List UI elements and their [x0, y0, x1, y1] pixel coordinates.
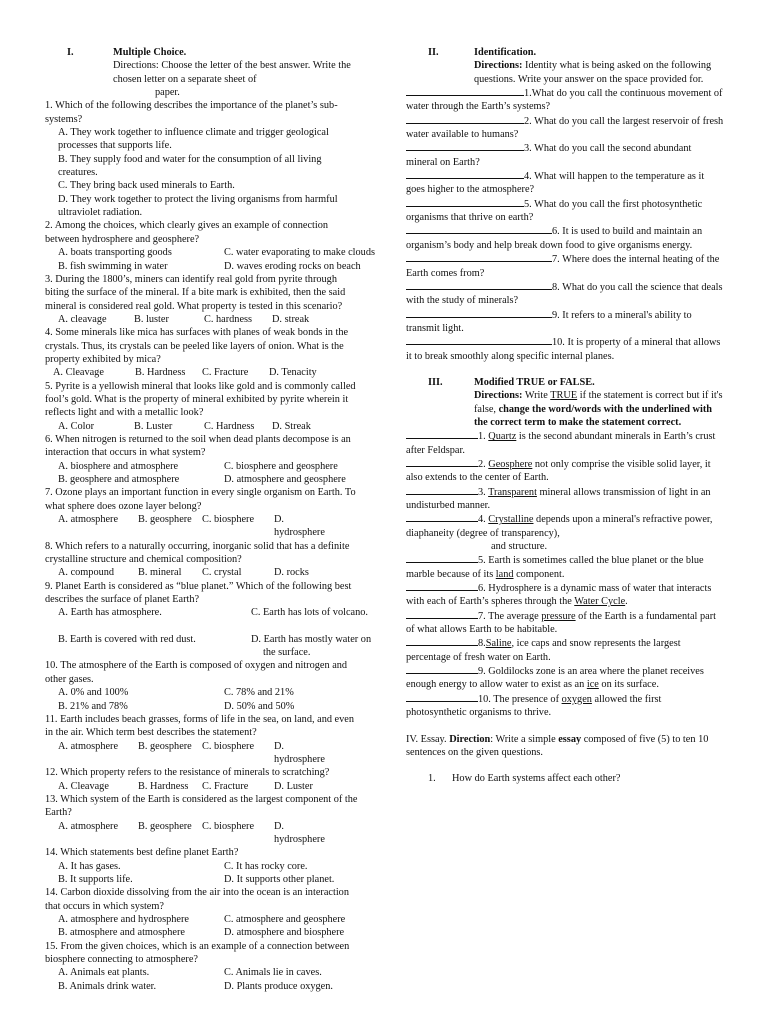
question-item	[45, 326, 363, 379]
answer-choice: B. Hardness	[135, 367, 186, 379]
identification-text: 6. It is used to build and maintain an organism’s body and help break down food to give organisms energy.	[406, 226, 703, 251]
answer-choices	[45, 860, 363, 887]
answer-choices	[45, 606, 372, 659]
answer-choice: B. geosphere	[138, 820, 192, 832]
question-item	[45, 846, 363, 886]
answer-choices	[45, 820, 363, 847]
answer-choice: D. Earth has mostly water on	[251, 633, 372, 645]
item-text: allowed the first photosynthetic organisms to thrive.	[406, 693, 662, 719]
true-false-item	[406, 485, 724, 513]
underlined-term: ice	[586, 679, 599, 691]
answer-choice: D. They work together to protect the living organisms from harmful ultraviolet radiation.	[58, 193, 338, 219]
answer-choice: D. hydrosphere	[274, 514, 325, 539]
identification-item	[406, 280, 724, 308]
answer-choice: C. Hardness	[204, 420, 255, 432]
answer-blank[interactable]	[406, 280, 552, 290]
question-item	[45, 219, 375, 272]
identification-text: 5. What do you call the first photosynthetic organisms that thrive on earth?	[406, 198, 703, 224]
identification-item	[406, 169, 724, 197]
answer-blank[interactable]	[406, 197, 524, 207]
answer-choice: A. biosphere and atmosphere	[58, 460, 179, 472]
true-false-item	[406, 664, 724, 692]
left-column	[45, 46, 375, 993]
item-text: 7. The average	[478, 610, 542, 622]
answer-choice: C. Earth has lots of volcano.	[251, 607, 368, 619]
question-text: 14. Which statements best define planet Earth?	[45, 847, 239, 859]
identification-text: 4. What will happen to the temperature as it goes higher to the atmosphere?	[406, 171, 705, 196]
item-text: mineral allows transmission of light in an undisturbed manner.	[406, 486, 711, 511]
answer-choice: A. It has gases.	[58, 860, 121, 872]
item-text: on its surface.	[598, 679, 659, 691]
answer-choice: A. atmosphere and hydrosphere	[58, 914, 189, 925]
underlined-term: oxygen	[561, 693, 592, 705]
part3-heading: III. Modified TRUE or FALSE.	[428, 376, 595, 388]
essay-question: 1. How do Earth systems affect each other?	[428, 773, 621, 785]
item-text: 5. Earth is sometimes called the blue planet or the blue marble because of its	[406, 555, 704, 580]
identification-item	[406, 335, 724, 363]
true-false-item	[406, 609, 724, 637]
answer-choice: D. 50% and 50%	[224, 700, 295, 712]
multiple-choice-list	[45, 99, 375, 993]
answer-choice: D. It supports other planet.	[224, 873, 335, 885]
answer-choice: B. Animals drink water.	[58, 980, 157, 992]
item-text: .	[625, 596, 628, 608]
answer-blank[interactable]	[406, 429, 478, 439]
answer-choice: B. fish swimming in water	[58, 260, 168, 272]
identification-text: 3. What do you call the second abundant mineral on Earth?	[406, 143, 692, 168]
answer-choice: D. hydrosphere	[274, 820, 325, 845]
answer-blank[interactable]	[406, 224, 552, 234]
answer-blank[interactable]	[406, 485, 478, 495]
answer-choice: A. Color	[58, 420, 95, 432]
underlined-term: Water Cycle	[574, 596, 626, 608]
identification-item	[406, 114, 724, 142]
answer-choice: D. atmosphere and geosphere	[224, 474, 346, 485]
answer-blank[interactable]	[406, 169, 524, 179]
true-false-item	[406, 636, 724, 664]
answer-choice: C. Fracture	[202, 367, 249, 379]
answer-choice: B. They supply food and water for the consumption of all living creatures.	[58, 153, 322, 179]
item-text: component.	[513, 568, 565, 580]
question-item	[45, 99, 363, 219]
answer-choice: B. atmosphere and atmosphere	[58, 927, 185, 939]
question-item	[45, 433, 363, 486]
question-item	[45, 540, 363, 580]
answer-choice: B. Luster	[134, 420, 173, 432]
answer-choice-spacer	[58, 646, 251, 659]
true-false-cont: and structure.	[491, 541, 548, 553]
answer-choice: B. mineral	[138, 567, 182, 579]
true-false-item	[406, 512, 724, 540]
question-text: 13. Which system of the Earth is considered as the largest component of the Earth?	[45, 793, 358, 819]
item-text: 3.	[478, 486, 489, 498]
item-text: 10. The presence of	[478, 693, 562, 705]
answer-choice: A. atmosphere	[58, 514, 119, 526]
answer-choice: D. Streak	[272, 420, 311, 432]
question-text: 6. When nitrogen is returned to the soil when dead plants decompose is an interaction that occurs in what system?	[45, 433, 351, 459]
answer-blank[interactable]	[406, 636, 478, 646]
item-text: not only comprise the visible solid layer, it also extends to the center of Earth.	[406, 458, 711, 484]
answer-choices	[45, 740, 363, 767]
answer-blank[interactable]	[406, 308, 552, 318]
answer-choice: B. geosphere and atmosphere	[58, 474, 180, 485]
question-text: 2. Among the choices, which clearly gives an example of connection between hydrosphere and geosphere?	[45, 220, 329, 245]
identification-item	[406, 252, 724, 280]
underlined-term: Crystalline	[488, 514, 534, 526]
question-text: 12. Which property refers to the resistance of minerals to scratching?	[45, 767, 330, 779]
item-text: , ice caps and snow represents the largest percentage of fresh water on Earth.	[406, 638, 681, 663]
answer-choice: D. atmosphere and biosphere	[224, 927, 345, 939]
answer-choice: D. Plants produce oxygen.	[224, 980, 333, 992]
identification-item	[406, 308, 724, 336]
answer-choices	[45, 313, 363, 326]
question-text: 11. Earth includes beach grasses, forms of life in the sea, on land, and even in the air. Which term best describes the statement?	[45, 713, 354, 739]
item-text: 8.	[478, 638, 486, 650]
question-item	[45, 659, 363, 712]
answer-choice: C. Fracture	[202, 780, 249, 792]
underlined-term: pressure	[541, 610, 576, 622]
answer-choice: A. cleavage	[58, 313, 107, 325]
question-item	[45, 580, 372, 660]
answer-choice: B. It supports life.	[58, 873, 133, 885]
answer-blank[interactable]	[406, 553, 478, 563]
identification-item	[406, 141, 724, 169]
answer-choices	[45, 513, 363, 540]
question-item	[45, 486, 363, 539]
answer-choice: A. 0% and 100%	[58, 687, 129, 699]
answer-choice: A. Cleavage	[53, 367, 104, 379]
question-text: 9. Planet Earth is considered as “blue planet.” Which of the following best describes the surface of planet Earth?	[45, 580, 352, 606]
answer-choice: C. crystal	[202, 567, 242, 579]
question-text: 8. Which refers to a naturally occurring, inorganic solid that has a definite crystalline structure and chemical composition?	[45, 540, 350, 566]
item-text: 2.	[478, 458, 489, 470]
underlined-term: Transparent	[488, 486, 537, 498]
answer-choice: D. hydrosphere	[274, 740, 325, 765]
answer-choice: C. Animals lie in caves.	[224, 967, 322, 979]
answer-choice: C. biosphere	[202, 740, 255, 752]
true-false-list	[406, 429, 724, 719]
answer-choice-spacer	[58, 620, 251, 633]
answer-choice: D. Tenacity	[269, 367, 317, 379]
answer-choice: C. atmosphere and geosphere	[224, 914, 346, 925]
answer-blank[interactable]	[406, 692, 478, 702]
question-text: 15. From the given choices, which is an example of a connection between biosphere connecting to atmosphere?	[45, 940, 350, 966]
answer-blank[interactable]	[406, 252, 552, 262]
answer-choice: C. 78% and 21%	[224, 687, 294, 699]
answer-choice: C. hardness	[204, 313, 253, 325]
answer-choice: D. rocks	[274, 567, 309, 579]
part1-heading: I. Multiple Choice.	[67, 47, 187, 58]
answer-blank[interactable]	[406, 581, 478, 591]
answer-choice: D. Luster	[274, 780, 313, 792]
answer-choice: C. water evaporating to make clouds	[224, 247, 375, 259]
question-text: 3. During the 1800’s, miners can identify real gold from pyrite through biting the surface of the mineral. If a bite mark is exhibited, then the said mineral is considered real gold. What property is tested in this scenario?	[45, 273, 346, 312]
answer-blank[interactable]	[406, 86, 524, 96]
answer-choice: A. compound	[58, 567, 115, 579]
true-false-item	[406, 581, 724, 609]
question-text: 14. Carbon dioxide dissolving from the air into the ocean is an interaction that occurs in which system?	[45, 887, 349, 912]
question-text: 7. Ozone plays an important function in every single organism on Earth. To what sphere does ozone layer belong?	[45, 487, 356, 512]
identification-text: 7. Where does the internal heating of the Earth comes from?	[406, 254, 720, 279]
item-text: 6. Hydrosphere is a dynamic mass of water that interacts with each of Earth’s spheres through the	[406, 583, 712, 608]
true-false-item	[406, 692, 724, 720]
part2-heading: II. Identification.	[428, 47, 537, 58]
part1-directions-end: paper.	[155, 87, 180, 99]
answer-choices	[45, 780, 363, 793]
part2-directions: Directions: Identity what is being asked on the following questions. Write your answer on the space provided for.	[474, 60, 712, 85]
item-text: 4.	[478, 514, 489, 526]
answer-choices	[45, 966, 363, 993]
question-item	[45, 766, 363, 793]
identification-text: 9. It refers to a mineral's ability to transmit light.	[406, 309, 692, 334]
answer-choices	[45, 366, 363, 379]
identification-item	[406, 197, 724, 225]
question-text: 10. The atmosphere of the Earth is composed of oxygen and nitrogen and other gases.	[45, 660, 348, 685]
answer-blank[interactable]	[406, 512, 478, 522]
answer-choices	[45, 566, 363, 579]
answer-choice: A. Animals eat plants.	[58, 967, 150, 979]
answer-choice: A. atmosphere	[58, 820, 119, 832]
answer-choice: B. Earth is covered with red dust.	[58, 633, 196, 645]
item-text: of the Earth is a fundamental part of what allows Earth to be habitable.	[406, 610, 716, 636]
identification-item	[406, 86, 724, 114]
true-false-item	[406, 429, 724, 457]
answer-choice: D. waves eroding rocks on beach	[224, 260, 361, 272]
question-item	[45, 273, 363, 326]
answer-choice: C. biosphere	[202, 514, 255, 526]
answer-choice: B. geosphere	[138, 514, 192, 526]
question-text: 1. Which of the following describes the importance of the planet’s sub-systems?	[45, 100, 338, 125]
underlined-term: land	[495, 568, 514, 580]
answer-choice: A. Cleavage	[58, 780, 109, 792]
answer-choice: B. luster	[134, 313, 169, 325]
answer-choices	[45, 460, 363, 487]
right-column	[406, 46, 724, 786]
underlined-term: Saline	[485, 638, 512, 650]
answer-choice: A. They work together to influence climate and trigger geological processes that supports life.	[58, 127, 329, 152]
answer-choices	[45, 246, 375, 273]
answer-choice: B. geosphere	[138, 740, 192, 752]
answer-choices	[45, 686, 363, 713]
question-text: 5. Pyrite is a yellowish mineral that looks like gold and is commonly called fool’s gold. What is the property of mineral exhibited by pyrite wherein it reflects light and with a metallic look?	[45, 380, 356, 419]
answer-choice: A. atmosphere	[58, 740, 119, 752]
identification-item	[406, 224, 724, 252]
answer-choice: C. biosphere	[202, 820, 255, 832]
identification-list	[406, 86, 724, 363]
item-text: 1.	[478, 431, 489, 443]
answer-choices	[45, 913, 363, 940]
answer-choice: D. streak	[272, 313, 310, 325]
answer-choice: B. Hardness	[138, 780, 189, 792]
answer-blank[interactable]	[406, 335, 552, 345]
question-item	[45, 713, 363, 766]
item-text: is the second abundant minerals in Earth’s crust after Feldspar.	[406, 431, 716, 456]
part3-directions: Directions: Write TRUE if the statement is correct but if it's false, change the word/words with the underlined with the correct term to make the statement correct.	[474, 390, 723, 428]
identification-text: 8. What do you call the science that deals with the study of minerals?	[406, 281, 723, 307]
true-false-item	[406, 553, 724, 581]
true-false-item	[406, 457, 724, 485]
answer-blank[interactable]	[406, 457, 478, 467]
item-text: depends upon a mineral's refractive power, diaphaneity (degree of transparency),	[406, 514, 713, 539]
question-item	[45, 940, 363, 993]
question-text: 4. Some minerals like mica has surfaces with planes of weak bonds in the crystals. Thus, its crystals can be peeled like layers of onion. What is the property exhibited by mica?	[45, 327, 349, 365]
answer-choice: B. 21% and 78%	[58, 700, 128, 712]
answer-choice-spacer	[251, 620, 376, 633]
underlined-term: Quartz	[488, 431, 517, 443]
answer-choice-cont: the surface.	[263, 647, 311, 659]
answer-blank[interactable]	[406, 141, 524, 151]
question-item	[45, 886, 363, 939]
answer-choices	[45, 420, 363, 433]
identification-text: 1.What do you call the continuous movement of water through the Earth’s systems?	[406, 88, 723, 113]
answer-choice: C. They bring back used minerals to Earth.	[58, 180, 235, 192]
answer-choice: A. Earth has atmosphere.	[58, 607, 162, 619]
item-text: 9. Goldilocks zone is an area where the planet receives enough energy to allow water to exist as an	[406, 666, 704, 691]
question-item	[45, 380, 363, 433]
question-item	[45, 793, 363, 846]
underlined-term: Geosphere	[488, 458, 533, 470]
answer-choice: A. boats transporting goods	[58, 247, 172, 259]
identification-text: 2. What do you call the largest reservoir of fresh water available to humans?	[406, 115, 724, 141]
part1-directions: Directions: Choose the letter of the best answer. Write the chosen letter on a separate sheet of	[113, 60, 351, 85]
answer-blank[interactable]	[406, 114, 524, 124]
answer-choice: C. biosphere and geosphere	[224, 460, 338, 472]
part4-heading: IV. Essay. Direction: Write a simple essay composed of five (5) to ten 10 sentences on the given questions.	[406, 733, 709, 758]
answer-choice: C. It has rocky core.	[224, 860, 308, 872]
answer-blank[interactable]	[406, 664, 478, 674]
identification-text: 10. It is property of a mineral that allows it to break smoothly along specific internal planes.	[406, 337, 721, 362]
answer-blank[interactable]	[406, 609, 478, 619]
